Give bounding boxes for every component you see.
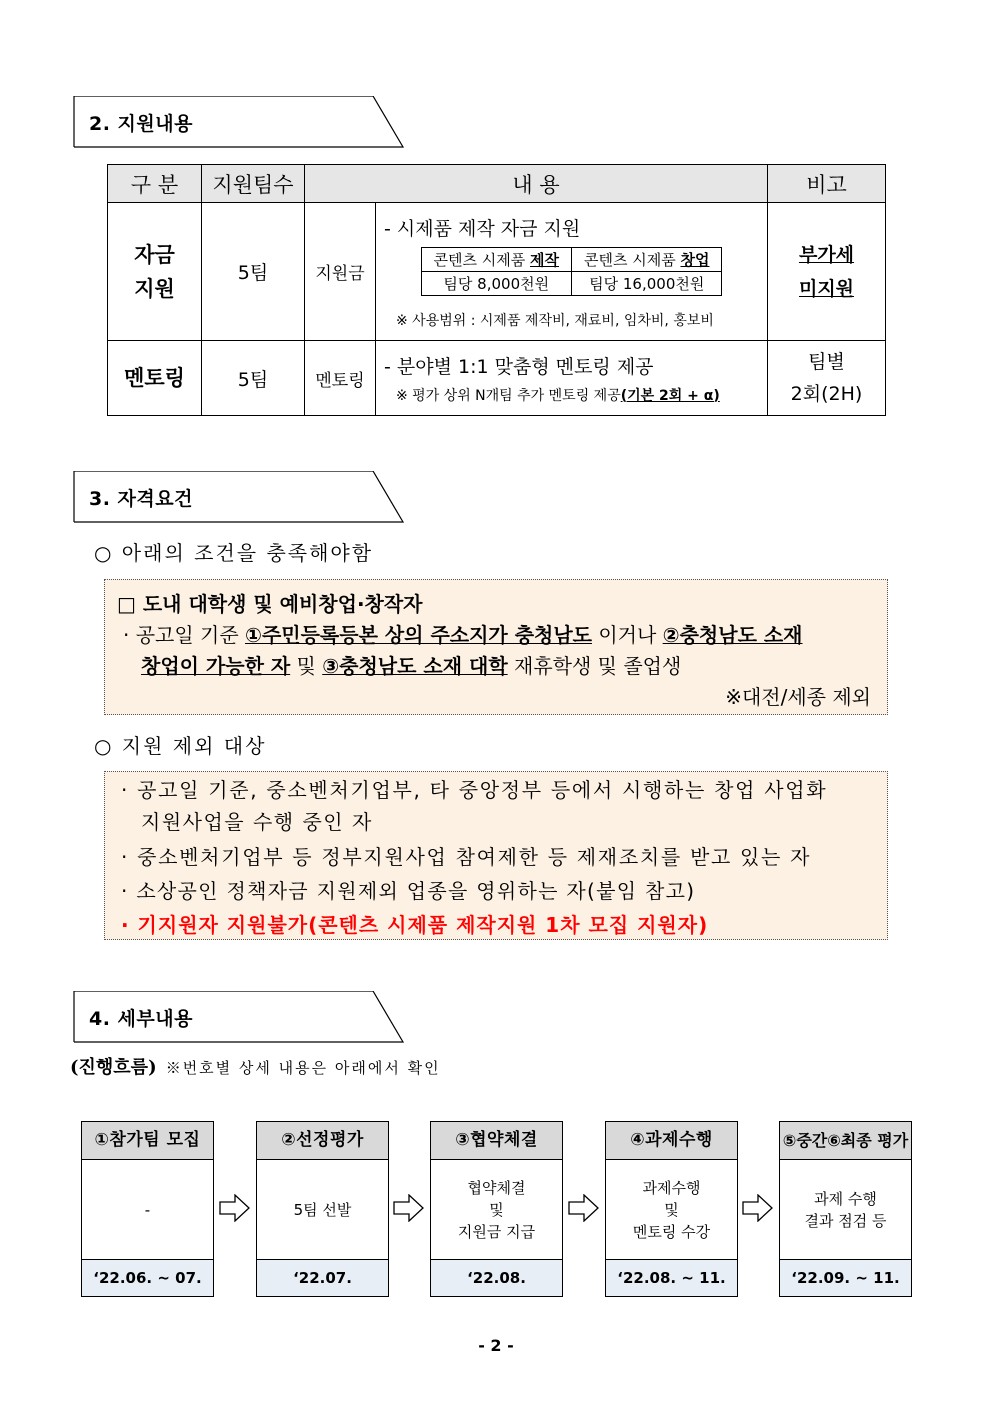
step-body: 협약체결 및 지원금 지급 [457,1179,536,1241]
section-header-3 [73,471,405,523]
flow-step-5 [779,1121,912,1297]
step-body: - [144,1201,151,1219]
exclusion-item-highlight: · 기지원자 지원불가(콘텐츠 시제품 제작지원 1차 모집 지원자) [121,913,709,937]
subtable-value: 팀당 16,000천원 [572,271,722,295]
flow-step-1 [81,1121,214,1297]
arrow-right-icon [219,1194,251,1222]
section-title-2: 2. 지원내용 [89,113,193,135]
exclusion-item: 지원사업을 수행 중인 자 [141,810,373,834]
arrow-right-icon [393,1194,425,1222]
qualification-title: □ 도내 대학생 및 예비창업·창작자 [117,592,423,616]
arrow-right-icon [742,1194,774,1222]
type-cell: 지원금 [305,203,376,341]
subtable-header: 콘텐츠 시제품 창업 [572,247,722,271]
budget-subtable [421,247,723,296]
support-table [107,164,886,416]
exclusion-intro: ○ 지원 제외 대상 [94,734,267,758]
section-title-4: 4. 세부내용 [89,1008,193,1030]
step-body: 5팀 선발 [293,1201,352,1219]
category-cell: 자금 지원 [108,203,202,341]
exclusion-item: · 공고일 기준, 중소벤처기업부, 타 중앙정부 등에서 시행하는 창업 사업화 [121,778,828,802]
teams-cell: 5팀 [202,203,305,341]
subtable-header: 콘텐츠 시제품 제작 [421,247,571,271]
content-cell [376,203,768,341]
step-date: ‘22.08. ~ 11. [606,1259,737,1296]
header-category: 구 분 [108,165,202,203]
flow-note: ※번호별 상세 내용은 아래에서 확인 [165,1059,441,1077]
flow-step-4 [605,1121,738,1297]
exclusion-item: · 소상공인 정책자금 지원제외 업종을 영위하는 자(붙임 참고) [121,879,696,903]
qualification-line-2: 창업이 가능한 자 및 ③충청남도 소재 대학 재휴학생 및 졸업생 [141,654,682,678]
step-date: ‘22.06. ~ 07. [82,1259,213,1296]
arrow-right-icon [568,1194,600,1222]
flow-step-2 [256,1121,389,1297]
step-body: 과제수행 및 멘토링 수강 [632,1179,711,1241]
section-header-2 [73,96,405,148]
type-cell: 멘토링 [305,341,376,416]
step-date: ‘22.09. ~ 11. [780,1259,911,1296]
exclusion-box [104,771,888,940]
mentoring-note: ※ 평가 상위 N개팀 추가 멘토링 제공(기본 2회 + α) [396,387,720,404]
header-content: 내 용 [305,165,768,203]
content-cell [376,341,768,416]
step-title: ②선정평가 [257,1122,388,1160]
qualification-exclusion-note: ※대전/세종 제외 [725,685,871,709]
step-title: ④과제수행 [606,1122,737,1160]
remark-cell: 팀별 2회(2H) [768,341,886,416]
flow-step-3 [430,1121,563,1297]
content-text: - 분야별 1:1 맞춤형 멘토링 제공 [384,355,654,378]
category-cell: 멘토링 [108,341,202,416]
step-title: ③협약체결 [431,1122,562,1160]
remark-cell: 부가세 미지원 [768,203,886,341]
qualification-line-1: · 공고일 기준 ①주민등록등본 상의 주소지가 충청남도 이거나 ②충청남도 소재 [123,623,803,647]
flow-label: (진행흐름) [70,1057,157,1078]
subtable-value: 팀당 8,000천원 [421,271,571,295]
page-number: - 2 - [478,1336,514,1355]
header-teams: 지원팀수 [202,165,305,203]
flow-caption [70,1053,441,1079]
teams-cell: 5팀 [202,341,305,416]
step-date: ‘22.07. [257,1259,388,1296]
header-remark: 비고 [768,165,886,203]
step-title: ⑤중간⑥최종 평가 [780,1122,911,1160]
table-row [108,341,886,416]
exclusion-item: · 중소벤처기업부 등 정부지원사업 참여제한 등 제재조치를 받고 있는 자 [121,845,812,869]
table-row [108,203,886,341]
section-header-4 [73,991,405,1043]
section-title-3: 3. 자격요건 [89,488,193,510]
content-text: - 시제품 제작 자금 지원 [384,217,581,240]
qualification-intro: ○ 아래의 조건을 충족해야함 [94,541,374,565]
step-date: ‘22.08. [431,1259,562,1296]
step-title: ①참가팀 모집 [82,1122,213,1160]
usage-note: ※ 사용범위 : 시제품 제작비, 재료비, 임차비, 홍보비 [396,312,714,329]
step-body: 과제 수행 결과 점검 등 [804,1190,887,1230]
qualification-box [104,579,888,715]
